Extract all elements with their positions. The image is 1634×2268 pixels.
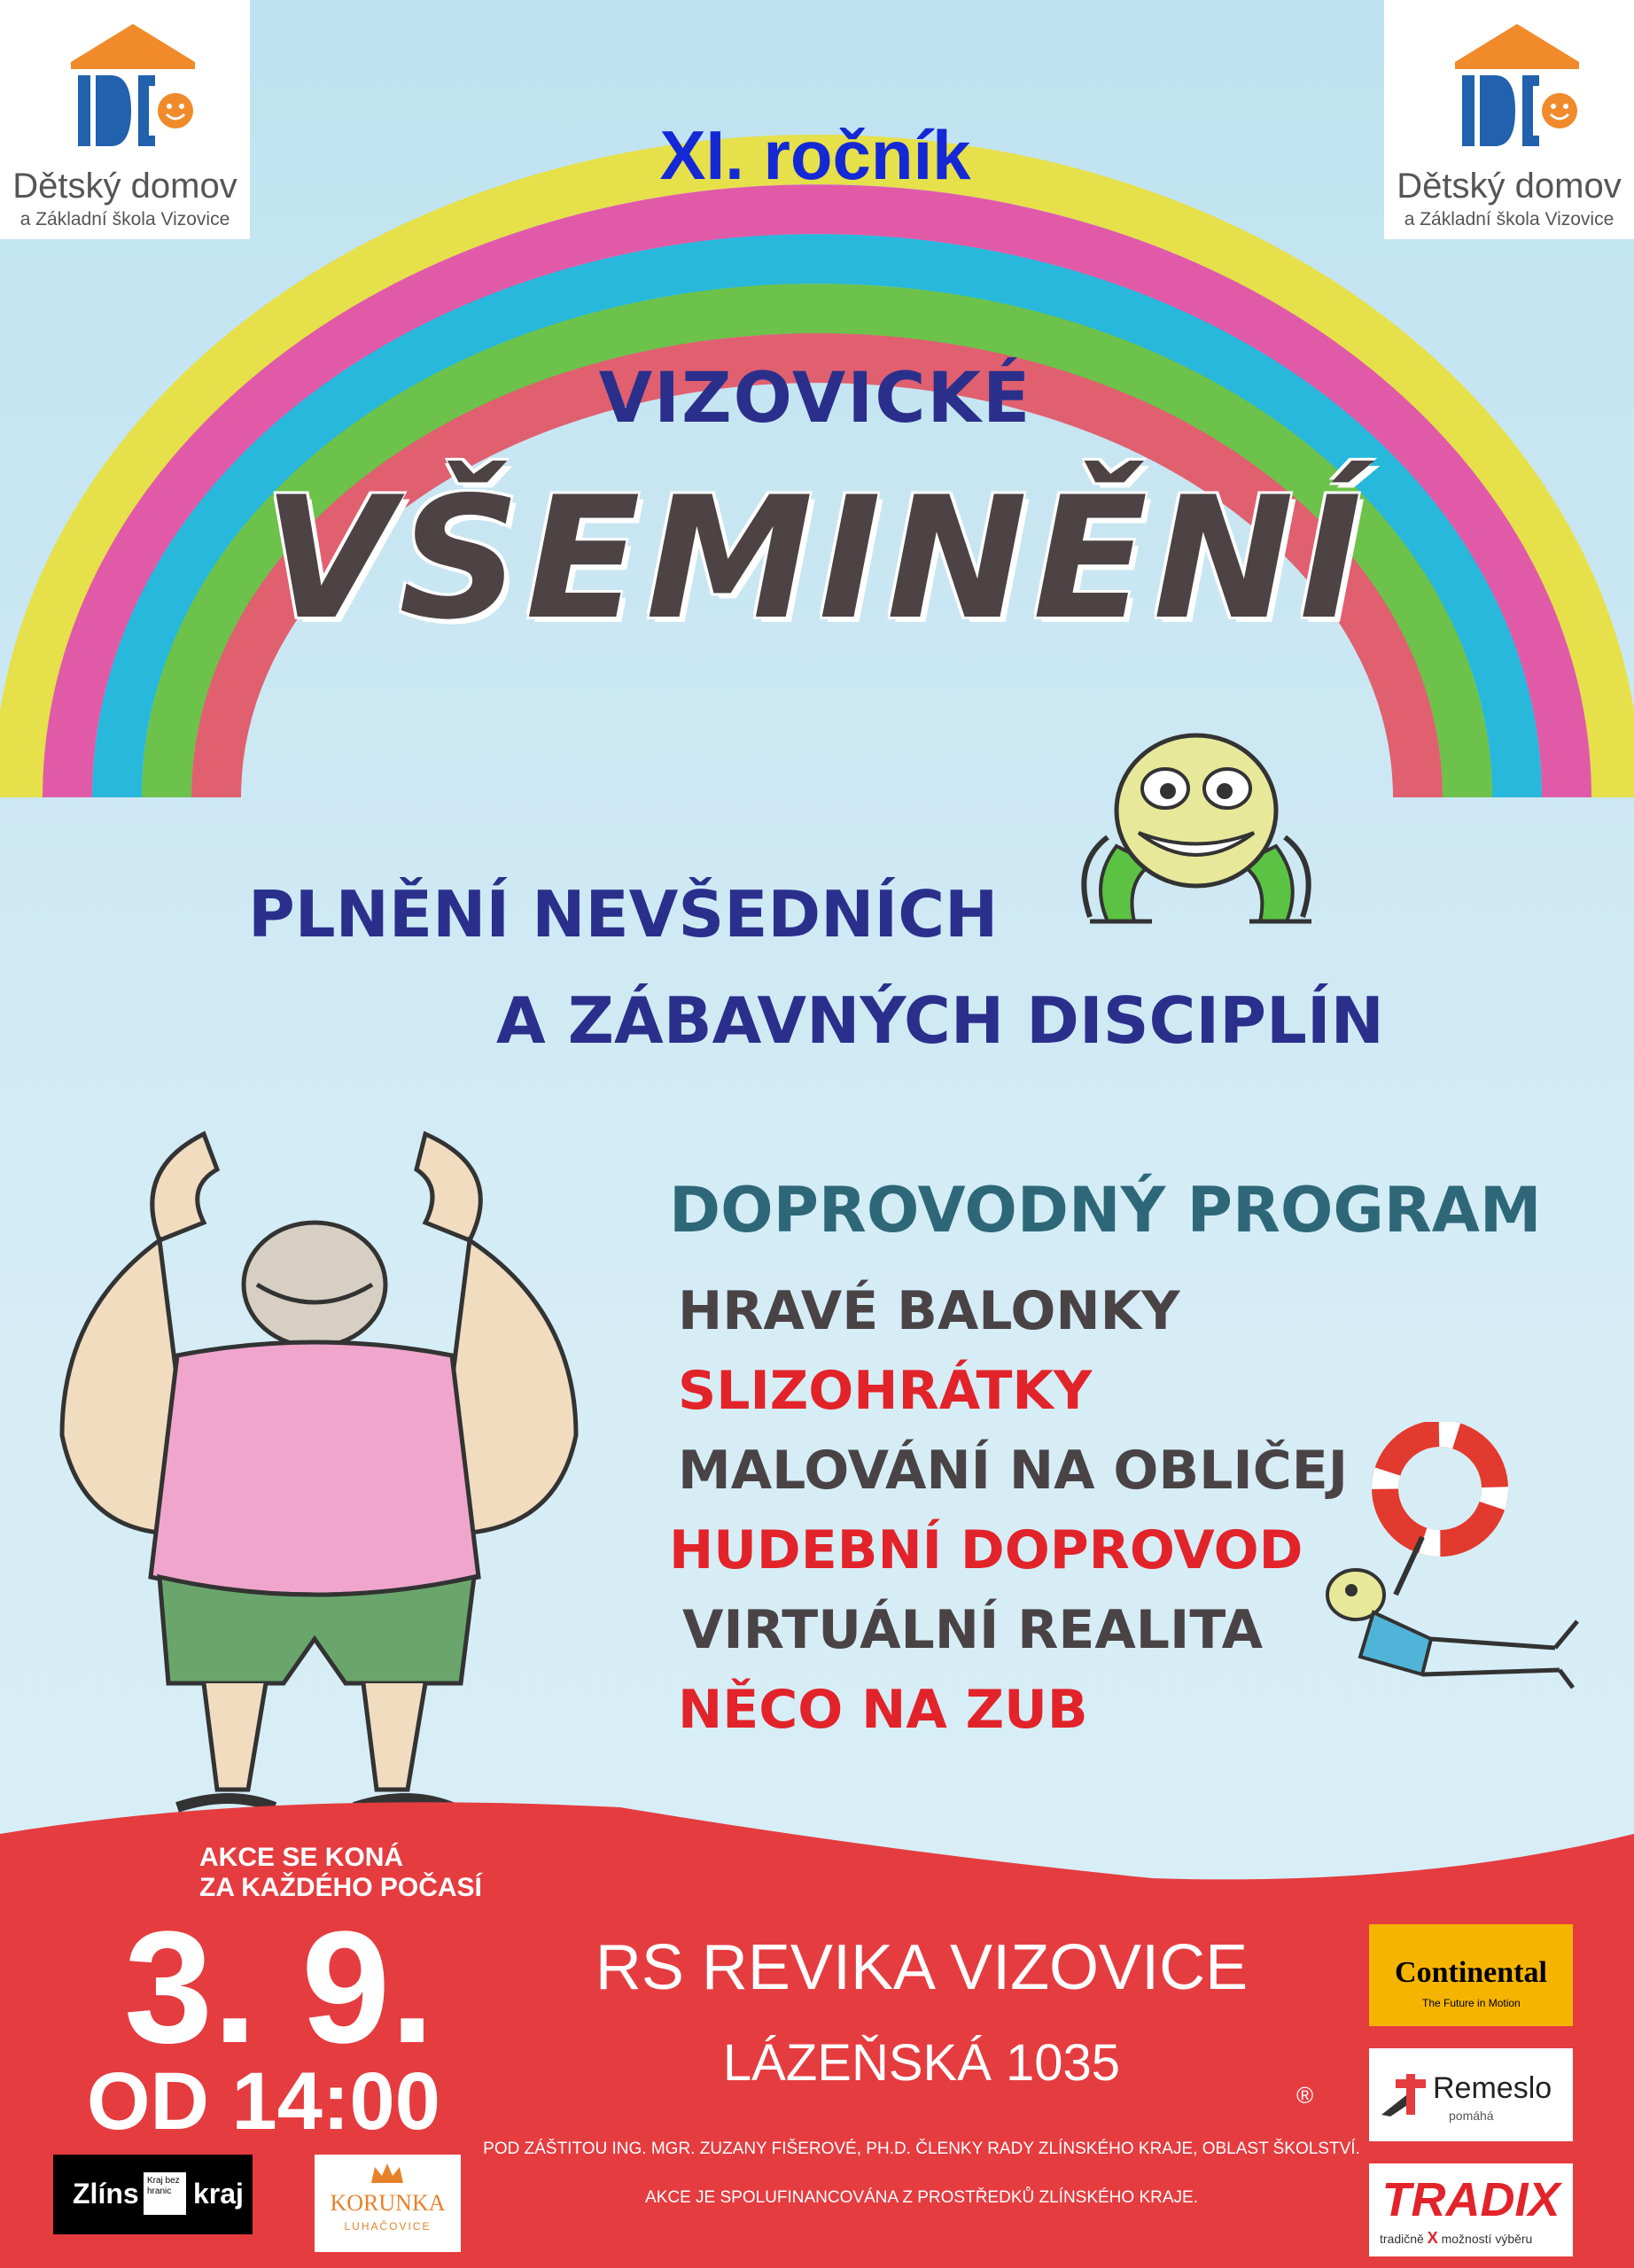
logo-right-subtitle: a Základní škola Vizovice bbox=[1404, 209, 1615, 229]
weather-note-line-1: AKCE SE KONÁ bbox=[199, 1843, 404, 1872]
remeslo-slogan: pomáhá bbox=[1449, 2109, 1494, 2123]
program-item: VIRTUÁLNÍ REALITA bbox=[682, 1599, 1264, 1661]
logo-right bbox=[1384, 0, 1634, 239]
tradix-x-mark: X bbox=[1427, 2229, 1438, 2247]
registered-mark: ® bbox=[1296, 2082, 1314, 2109]
tradix-logo bbox=[1369, 2163, 1573, 2256]
edition-label: XI. ročník bbox=[659, 116, 971, 194]
patronage-note: POD ZÁŠTITOU ING. MGR. ZUZANY FIŠEROVÉ, PH.D. ČLENKY RADY ZLÍNSKÉHO KRAJE, OBLAST ŠKOLSTVÍ. bbox=[483, 2140, 1360, 2158]
event-date: 3. 9. bbox=[124, 1899, 435, 2077]
tradix-slogan-3: výběru bbox=[1495, 2232, 1533, 2246]
program-item: HRAVÉ BALONKY bbox=[678, 1280, 1180, 1342]
frog-icon bbox=[1054, 713, 1338, 944]
house-logo-icon bbox=[62, 22, 204, 155]
program-item: HUDEBNÍ DOPROVOD bbox=[669, 1519, 1303, 1581]
hammer-icon bbox=[1380, 2070, 1433, 2119]
zlin-logo-left: Zlíns bbox=[73, 2178, 139, 2210]
tradix-slogan bbox=[1380, 2229, 1532, 2248]
continental-name: Continental bbox=[1395, 1956, 1547, 1989]
subtitle-line-1: PLNĚNÍ NEVŠEDNÍCH bbox=[248, 877, 999, 951]
event-venue: RS REVIKA VIZOVICE bbox=[595, 1932, 1249, 2003]
tradix-name: TRADIX bbox=[1381, 2173, 1560, 2226]
continental-slogan: The Future in Motion bbox=[1422, 1997, 1521, 2009]
tradix-slogan-2: možností bbox=[1441, 2232, 1492, 2246]
house-logo-icon bbox=[1446, 22, 1588, 155]
relaxing-figure-icon bbox=[1327, 1537, 1577, 1688]
zlin-logo-right: kraj bbox=[193, 2178, 244, 2210]
logo-right-name: Dětský domov bbox=[1397, 167, 1622, 206]
crown-icon bbox=[370, 2162, 405, 2185]
lifebuoy-icon bbox=[1289, 1422, 1582, 1714]
zlin-logo-box: Kraj bez hranic bbox=[144, 2172, 186, 2215]
program-heading: DOPROVODNÝ PROGRAM bbox=[669, 1174, 1542, 1247]
event-address: LÁZEŇSKÁ 1035 bbox=[722, 2034, 1121, 2092]
weather-note bbox=[199, 1843, 482, 1903]
korunka-logo bbox=[315, 2155, 461, 2252]
subtitle-line-2: A ZÁBAVNÝCH DISCIPLÍN bbox=[496, 983, 1384, 1058]
logo-left bbox=[0, 0, 250, 239]
title-line-1: VIZOVICKÉ bbox=[598, 359, 1032, 439]
event-time: OD 14:00 bbox=[87, 2056, 440, 2147]
title-line-2: VŠEMINĚNÍ bbox=[263, 461, 1367, 656]
remeslo-name: Remeslo bbox=[1433, 2071, 1552, 2105]
remeslo-logo bbox=[1369, 2048, 1573, 2141]
logo-left-subtitle: a Základní škola Vizovice bbox=[19, 209, 230, 229]
logo-left-name: Dětský domov bbox=[12, 167, 237, 206]
program-item: NĚCO NA ZUB bbox=[678, 1679, 1088, 1741]
continental-logo bbox=[1369, 1924, 1573, 2026]
korunka-name: KORUNKA bbox=[330, 2190, 446, 2216]
korunka-town: LUHAČOVICE bbox=[344, 2220, 432, 2233]
zlin-region-logo bbox=[53, 2155, 253, 2234]
funding-note: AKCE JE SPOLUFINANCOVÁNA Z PROSTŘEDKŮ ZLÍNSKÉHO KRAJE. bbox=[645, 2188, 1198, 2207]
program-item: SLIZOHRÁTKY bbox=[678, 1360, 1093, 1422]
weather-note-line-2: ZA KAŽDÉHO POČASÍ bbox=[199, 1873, 482, 1902]
program-item: MALOVÁNÍ NA OBLIČEJ bbox=[678, 1440, 1349, 1502]
strongman-icon bbox=[27, 1116, 611, 1825]
tradix-slogan-1: tradičně bbox=[1380, 2232, 1424, 2246]
